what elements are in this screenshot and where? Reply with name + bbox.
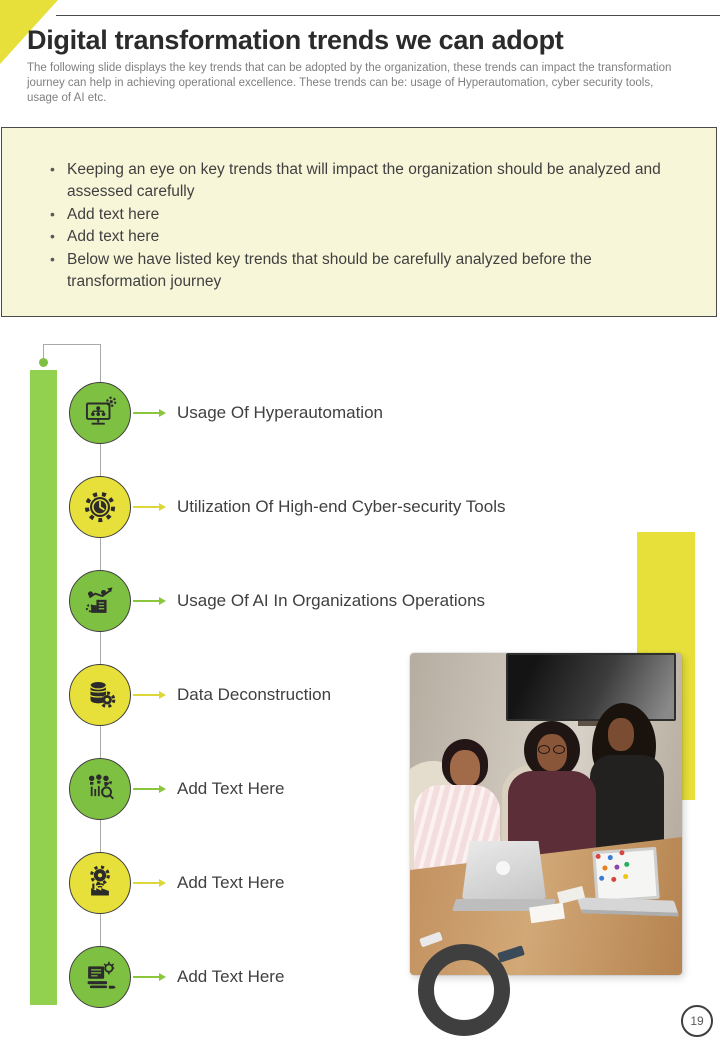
timeline-icon-circle: [69, 758, 131, 820]
timeline-arrow: [133, 879, 166, 887]
page-number-badge: [681, 1005, 713, 1037]
team-analysis-icon: [81, 770, 119, 808]
connector-dot: [39, 358, 48, 367]
smart-factory-icon: [81, 864, 119, 902]
timeline-icon-circle: [69, 852, 131, 914]
timeline-item: [69, 664, 331, 726]
callout-bullet: • Below we have listed key trends that should be carefully analyzed before the transformation journey: [48, 249, 670, 294]
organization-growth-icon: [81, 582, 119, 620]
header-divider: [56, 15, 720, 16]
timeline-arrow: [133, 503, 166, 511]
left-accent-bar: [30, 370, 57, 1005]
laptop-idea-icon: [81, 958, 119, 996]
photo-laptop-chart: [595, 854, 600, 859]
photo-laptop-right-screen: [592, 847, 659, 903]
timeline-item-label: Add Text Here: [177, 779, 285, 798]
callout-bullet: • Add text here: [48, 204, 670, 226]
photo-person-middle-glasses: [538, 745, 568, 755]
connector-line-horizontal: [43, 344, 101, 345]
timeline-icon-circle: [69, 382, 131, 444]
conference-photo: [410, 653, 682, 975]
database-gear-icon: [81, 676, 119, 714]
timeline-arrow: [133, 409, 166, 417]
gear-clock-icon: [81, 488, 119, 526]
timeline-arrow: [133, 785, 166, 793]
timeline-icon-circle: [69, 570, 131, 632]
timeline-item: [69, 570, 485, 632]
page-title: Digital transformation trends we can adopt: [27, 25, 564, 55]
photo-tv-screen: [506, 653, 676, 721]
timeline-arrow: [133, 597, 166, 605]
page-number: 19: [690, 1014, 704, 1028]
timeline-item-label: Data Deconstruction: [177, 685, 332, 704]
timeline-item-label: Utilization Of High-end Cyber-security Tools: [177, 497, 506, 516]
photo-laptop-logo: [496, 861, 510, 875]
timeline-item: [69, 852, 284, 914]
photo-person-left-face: [450, 750, 480, 787]
callout-bullet: • Keeping an eye on key trends that will impact the organization should be analyzed and assessed carefully: [48, 159, 670, 204]
timeline-item: [69, 758, 284, 820]
timeline-item-label: Add Text Here: [177, 873, 285, 892]
callout-bullet: • Add text here: [48, 226, 670, 248]
timeline-item-label: Usage Of AI In Organizations Operations: [177, 591, 486, 610]
page-subtitle: The following slide displays the key trends that can be adopted by the organization, these trends can impact the transformation journey can help in achieving operational excellence. These trends can be: usage of Hyperautomation, cyber security tools, usage of AI etc.: [27, 62, 672, 105]
callout-list: [48, 159, 716, 294]
timeline-arrow: [133, 691, 166, 699]
timeline-item-label: Usage Of Hyperautomation: [177, 403, 383, 422]
timeline-item-label: Add Text Here: [177, 967, 285, 986]
timeline-icon-circle: [69, 664, 131, 726]
monitor-automation-icon: [81, 394, 119, 432]
timeline-item: [69, 476, 505, 538]
connector-line-vertical: [43, 344, 44, 358]
donut-ring-accent: [418, 944, 510, 1036]
timeline-item: [69, 946, 284, 1008]
timeline-item: [69, 382, 383, 444]
timeline-arrow: [133, 973, 166, 981]
callout-box: [1, 127, 717, 317]
timeline-icon-circle: [69, 476, 131, 538]
timeline-icon-circle: [69, 946, 131, 1008]
photo-person-right-face: [608, 718, 634, 751]
